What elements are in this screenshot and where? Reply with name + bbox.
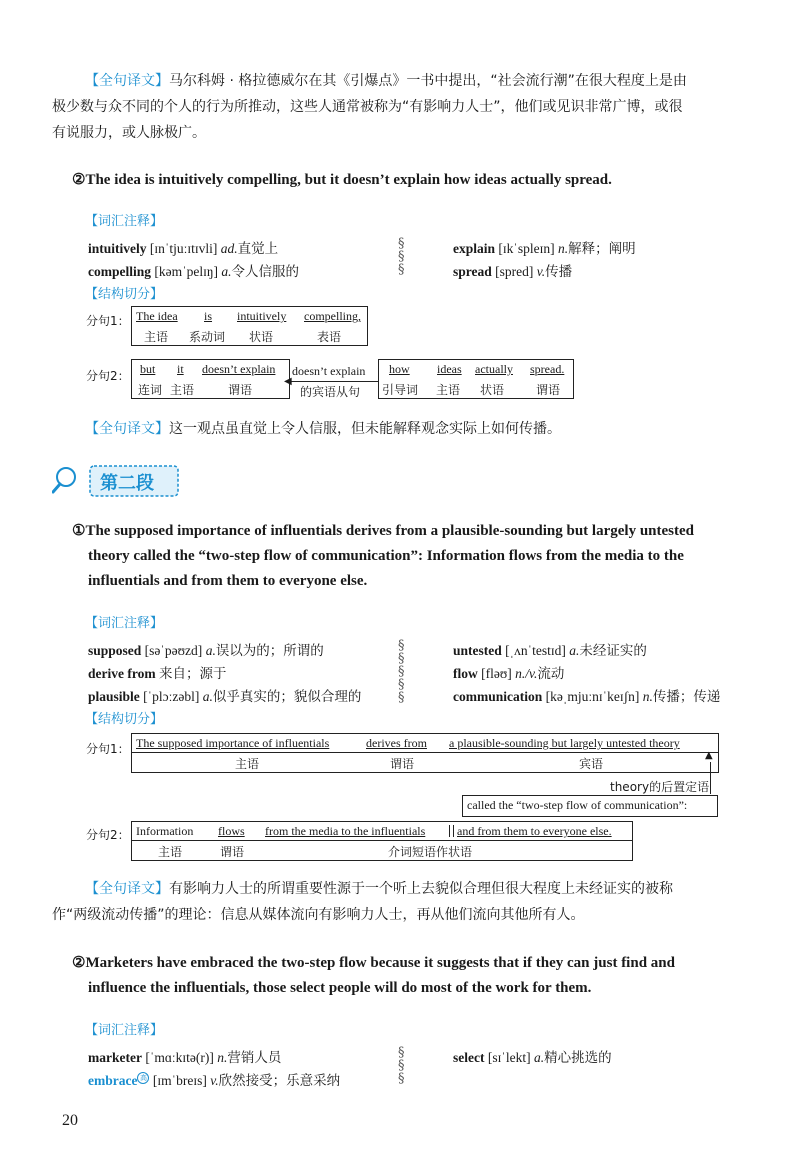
vocab-item: marketer [ˈmɑːkɪtə(r)] n.营销人员 — [88, 1050, 282, 1066]
p2-sentence-2-line1: ②Marketers have embraced the two-step flow because it suggests that if they can just find and — [72, 955, 675, 971]
clause-label: 分句1： — [86, 314, 130, 328]
vocab-item: select [sɪˈlekt] a.精心挑选的 — [453, 1050, 612, 1066]
brace-divider: § § § — [398, 236, 405, 277]
parallel-marker — [449, 825, 454, 837]
vocab-item: communication [kəˌmjuːnɪˈkeɪʃn] n.传播；传递 — [453, 689, 721, 705]
p2s1-translation: 【全句译文】有影响力人士的所谓重要性源于一个听上去貌似合理但很大程度上未经证实的被称 — [85, 881, 673, 897]
p2-sentence-1-line1: ①The supposed importance of influentials derives from a plausible-sounding but largely untested — [72, 523, 694, 539]
p2-sentence-1-line3: influentials and from them to everyone else. — [88, 573, 368, 589]
high-frequency-badge: 高 — [137, 1072, 149, 1084]
vocab-notes-tag: 【词汇注释】 — [85, 616, 164, 631]
top-translation-line3: 有说服力，或人脉极广。 — [52, 125, 206, 141]
clause-box: Information flows from the media to the influentials and from them to everyone else. 主语 谓语 介词短语作状语 — [131, 821, 633, 861]
vocab-item: supposed [səˈpəʊzd] a.误以为的；所谓的 — [88, 643, 324, 659]
vocab-item: derive from 来自；源于 — [88, 666, 227, 682]
page-number: 20 — [62, 1112, 78, 1129]
vocab-notes-tag: 【词汇注释】 — [85, 1023, 164, 1038]
structure-tag: 【结构切分】 — [85, 287, 164, 302]
vocab-item: spread [spred] v.传播 — [453, 264, 573, 280]
arrow-left-icon: ◀ — [284, 376, 292, 387]
top-translation: 【全句译文】马尔科姆 · 格拉德威尔在其《引爆点》一书中提出，“社会流行潮”在很大程度上是由 — [85, 73, 687, 89]
p2-sentence-1-line2: theory called the “two-step flow of communication”: Information flows from the media to the — [88, 548, 684, 564]
sentence-2: ②The idea is intuitively compelling, but it doesn’t explain how ideas actually spread. — [72, 172, 612, 188]
s2-translation: 【全句译文】这一观点虽直觉上令人信服，但未能解释观念实际上如何传播。 — [85, 421, 561, 437]
clause-box: The supposed importance of influentials derives from a plausible-sounding but largely untested theory 主语 谓语 宾语 — [131, 733, 719, 773]
section-header — [52, 462, 202, 502]
full-translation-tag: 【全句译文】 — [85, 73, 169, 89]
attributive-box: called the “two-step flow of communication”: — [462, 795, 718, 817]
vocab-item: explain [ɪkˈspleɪn] n.解释；阐明 — [453, 241, 636, 257]
vocab-item: compelling [kəmˈpelɪŋ] a.令人信服的 — [88, 264, 300, 280]
connector-line — [710, 762, 711, 794]
clause-label: 分句2： — [86, 828, 130, 842]
vocab-item: untested [ˌʌnˈtestɪd] a.未经证实的 — [453, 643, 647, 659]
vocab-item: intuitively [ɪnˈtjuːɪtɪvli] ad.直觉上 — [88, 241, 279, 257]
section-title: 第二段 — [100, 473, 154, 494]
p2s1-translation-line2: 作“两级流动传播”的理论：信息从媒体流向有影响力人士，再从他们流向其他所有人。 — [52, 907, 585, 923]
brace-divider: § § § — [398, 1045, 405, 1086]
vocab-item: plausible [ˈplɔːzəbl] a.似乎真实的；貌似合理的 — [88, 689, 362, 705]
clause-label: 分句1： — [86, 742, 130, 756]
clause-box: The idea is intuitively compelling, 主语 系动词 状语 表语 — [131, 306, 368, 346]
clause-box: but it doesn’t explain 连词 主语 谓语 — [131, 359, 290, 399]
vocab-item: flow [fləʊ] n./v.流动 — [453, 666, 565, 682]
arrow-up-icon: ▲ — [705, 750, 713, 761]
vocab-notes-tag: 【词汇注释】 — [85, 214, 164, 229]
brace-divider: § § § § § — [398, 638, 405, 705]
p2-sentence-2-line2: influence the influentials, those select people will do most of the work for them. — [88, 980, 592, 996]
object-clause-box: how ideas actually spread. 引导词 主语 状语 谓语 — [378, 359, 574, 399]
postmodifier-note: theory的后置定语 — [610, 780, 710, 794]
vocab-item: embrace 高 [ɪmˈbreɪs] v.欣然接受；乐意采纳 — [88, 1073, 341, 1089]
top-translation-line2: 极少数与众不同的个人的行为所推动，这些人通常被称为“有影响力人士”，他们或见识非常广博，或很 — [52, 99, 683, 115]
clause-label: 分句2： — [86, 369, 130, 383]
structure-tag: 【结构切分】 — [85, 712, 164, 727]
